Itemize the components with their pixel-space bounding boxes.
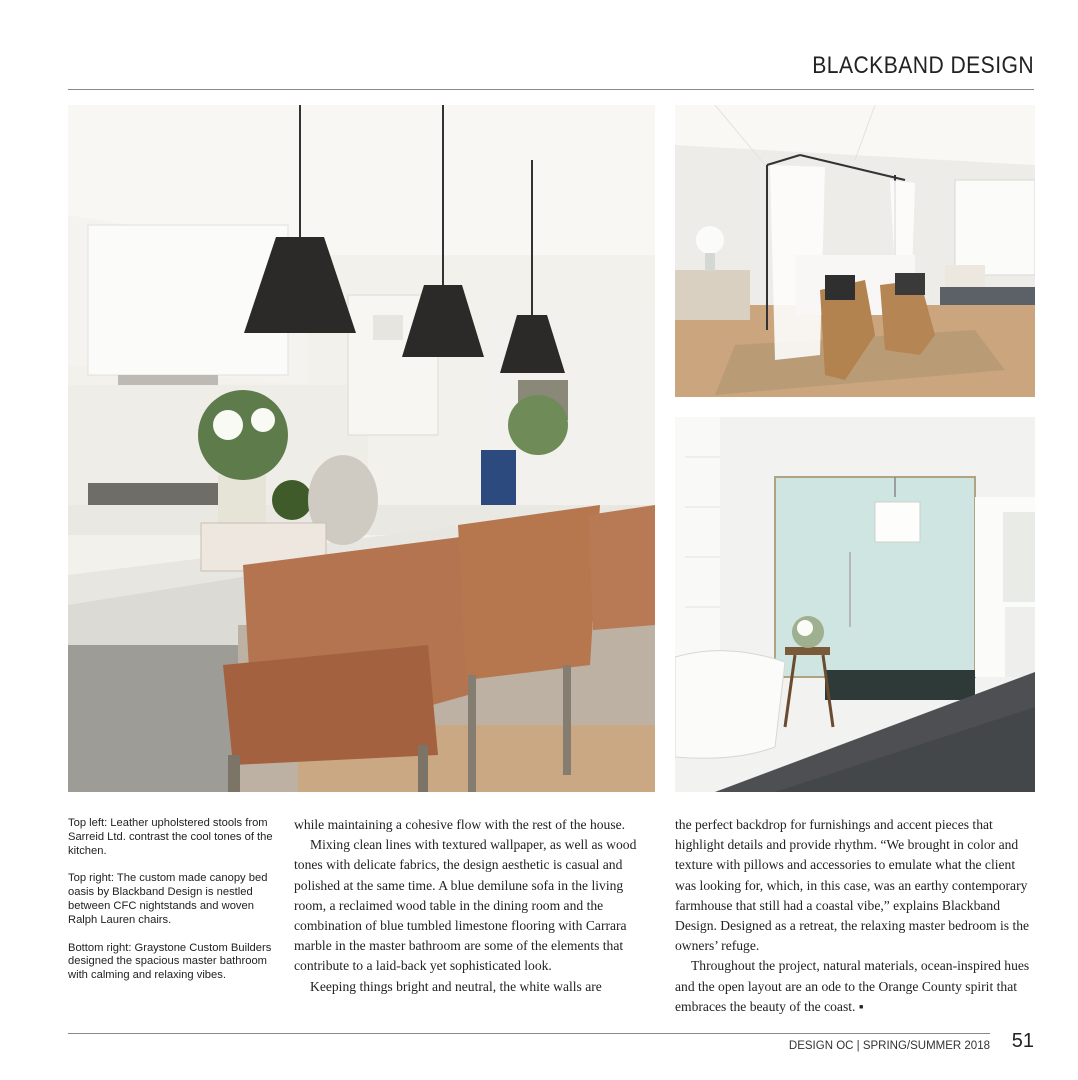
paragraph: while maintaining a cohesive flow with the rest of the house. bbox=[294, 817, 626, 832]
kitchen-photo bbox=[68, 105, 655, 792]
paragraph: Throughout the project, natural materials, ocean-inspired hues and the open layout are an ode to the Orange County spirit that embraces the beauty of the coast. ▪ bbox=[675, 958, 1030, 1014]
paragraph: the perfect backdrop for furnishings and accent pieces that highlight details and provide rhythm. “We brought in color and texture with pillows and accessories to emulate what the client was looking for, which, in this case, was an earthy contemporary farmhouse that still had a coastal vibe,” explains Blackband Design. Designed as a retreat, the relaxing master bedroom is the owners’ refuge. bbox=[675, 817, 1030, 954]
page-number: 51 bbox=[1011, 1030, 1034, 1052]
paragraph: Keeping things bright and neutral, the white walls are bbox=[310, 978, 602, 994]
header-rule bbox=[68, 89, 1034, 90]
caption-top-right: Top right: The custom made canopy bed oasis by Blackband Design is nestled between CFC nightstands and woven Ralph Lauren chairs. bbox=[68, 872, 268, 926]
article-column-3 bbox=[675, 815, 1035, 1017]
bathroom-photo bbox=[675, 417, 1035, 792]
paragraph: Mixing clean lines with textured wallpaper, as well as wood tones with delicate fabrics, the design aesthetic is casual and polished at the same time. A blue demilune sofa in the living room, a reclaimed wood table in the dining room and the combination of blue tumbled limestone flooring with Carrara marble in the master bathroom are some of the elements that contribute to a laid-back yet sophisticated look. bbox=[294, 837, 637, 974]
bedroom-photo bbox=[675, 105, 1035, 397]
caption-top-left: Top left: Leather upholstered stools from Sarreid Ltd. contrast the cool tones of the kitchen. bbox=[68, 817, 273, 857]
footer-publication: DESIGN OC | SPRING/SUMMER 2018 bbox=[788, 1040, 990, 1052]
footer-rule bbox=[68, 1033, 990, 1034]
photo-captions bbox=[68, 817, 273, 997]
page-header-brand: BLACKBAND DESIGN bbox=[812, 52, 1034, 79]
article-column-2 bbox=[294, 815, 642, 997]
caption-bottom-right: Bottom right: Graystone Custom Builders designed the spacious master bathroom with calming and relaxing vibes. bbox=[68, 941, 272, 982]
